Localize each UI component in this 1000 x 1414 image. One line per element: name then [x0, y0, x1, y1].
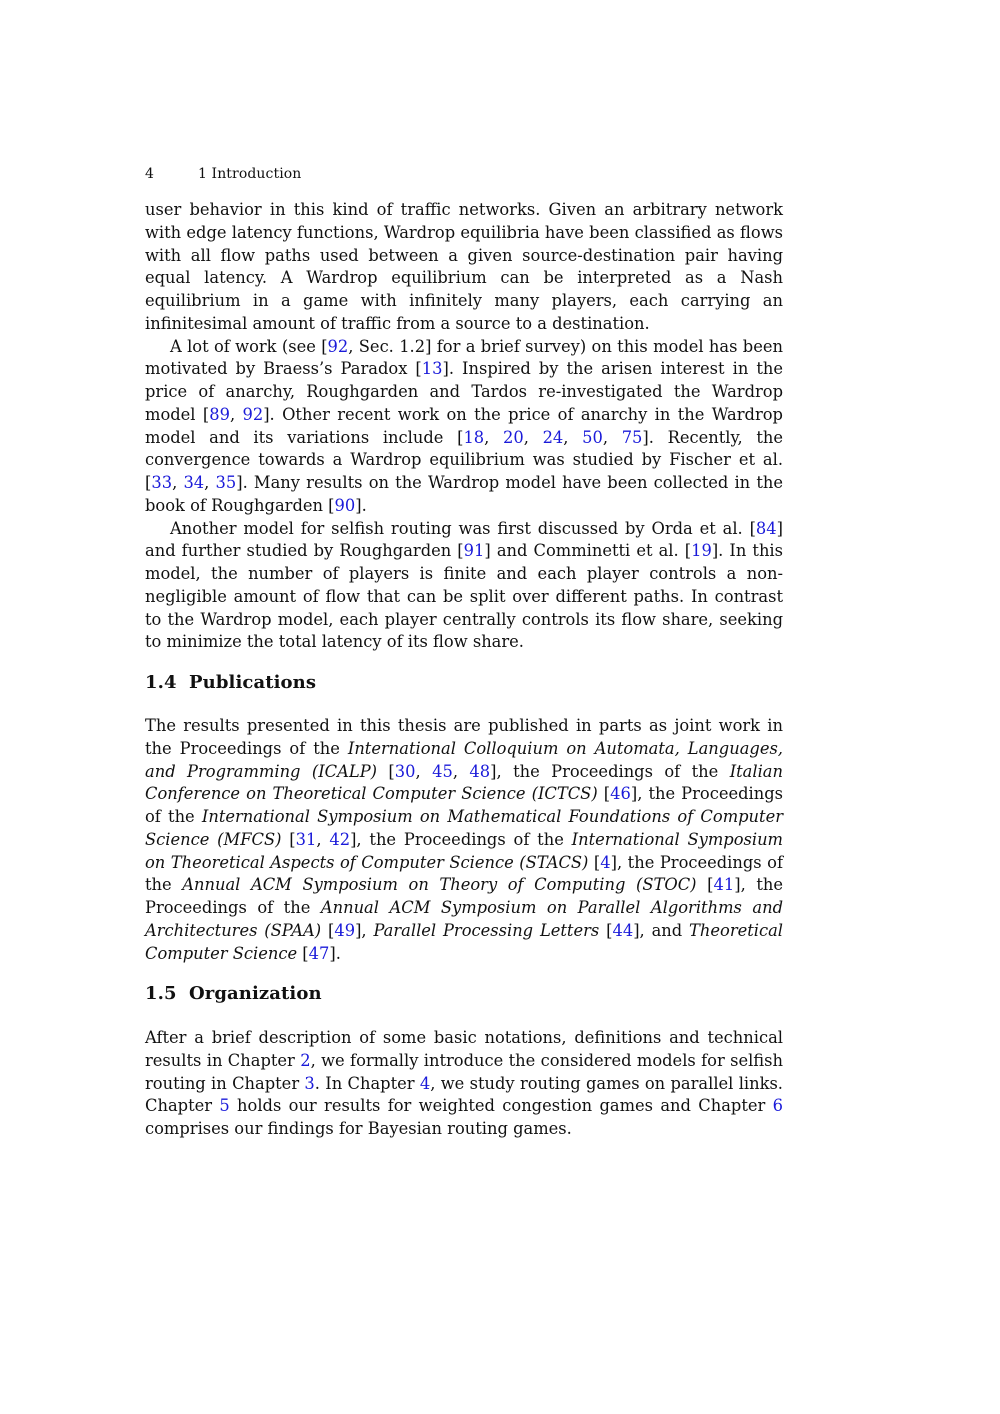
section-heading-organization: 1.5 Organization [145, 983, 322, 1004]
citation-link[interactable]: 92 [327, 336, 349, 356]
citation-link[interactable]: 91 [463, 541, 485, 561]
citation-link[interactable]: 20 [503, 427, 524, 447]
paragraph: After a brief description of some basic notations, definitions and technical results in Chapter 2, we formally introduce the considered models for selfish routing in Chapter 3. In Chapter 4, we study routing games on parallel links. Chapter 5 holds our results for weighted congestion games and Chapter 6 comprises our findings for Bayesian routing games. [145, 1028, 783, 1138]
citation-link[interactable]: 13 [421, 359, 443, 379]
citation-link[interactable]: 45 [432, 761, 453, 781]
citation-link[interactable]: 24 [542, 427, 564, 447]
citation-link[interactable]: 46 [610, 784, 631, 804]
citation-link[interactable]: 4 [600, 852, 611, 872]
citation-link[interactable]: 47 [308, 943, 330, 963]
chapter-link[interactable]: 6 [772, 1096, 783, 1116]
citation-link[interactable]: 92 [242, 404, 264, 424]
chapter-link[interactable]: 3 [304, 1073, 315, 1093]
section-heading-publications: 1.4 Publications [145, 672, 317, 693]
paragraph: The results presented in this thesis are published in parts as joint work in the Proceedings of the International Colloquium on Automata, Languages, and Programming (ICALP) [30, 45, 48], the Proceedings of the Italian Conference on Theoretical Computer Science (ICTCS) [46], the Proceedings of the International Symposium on Mathematical Foundations of Computer Science (MFCS) [31, 42], the Proceedings of the International Symposium on Theoretical Aspects of Computer Science (STACS) [4], the Proceedings of the Annual ACM Symposium on Theory of Computing (STOC) [41], the Proceedings of the Annual ACM Symposium on Parallel Algorithms and Architectures (SPAA) [49], Parallel Processing Letters [44], and Theoretical Computer Science [47]. [145, 716, 784, 963]
paragraph: user behavior in this kind of traffic networks. Given an arbitrary network with edge latency functions, Wardrop equilibria have been classified as flows with all flow paths used between a given source-destination pair having equal latency. A Wardrop equilibrium can be interpreted as a Nash equilibrium in a game with infinitely many players, each carrying an infinitesimal amount of traffic from a source to a destination. [145, 200, 783, 333]
chapter-link[interactable]: 4 [419, 1073, 431, 1093]
chapter-title: 1 Introduction [198, 166, 302, 182]
page-number: 4 [145, 166, 155, 182]
citation-link[interactable]: 50 [582, 427, 603, 447]
citation-link[interactable]: 42 [329, 829, 351, 849]
citation-link[interactable]: 89 [209, 404, 230, 424]
paragraph: A lot of work (see [92, Sec. 1.2] for a brief survey) on this model has been motivated by Braess’s Paradox [13]. Inspired by the arisen interest in the price of anarchy, Roughgarden and Tardos re-investigated the Wardrop model [89, 92]. Other recent work on the price of anarchy in the Wardrop model and its variations include [18, 20, 24, 50, 75]. Recently, the convergence towards a Wardrop equilibrium was studied by Fischer et al. [33, 34, 35]. Many results on the Wardrop model have been collected in the book of Roughgarden [90]. [145, 336, 784, 515]
running-header [145, 166, 783, 182]
citation-link[interactable]: 19 [691, 541, 712, 561]
citation-link[interactable]: 90 [334, 495, 356, 515]
intro-text [145, 199, 783, 654]
citation-link[interactable]: 75 [621, 427, 643, 447]
citation-link[interactable]: 84 [755, 518, 777, 538]
paragraph: Another model for selfish routing was first discussed by Orda et al. [84] and further studied by Roughgarden [91] and Comminetti et al. [19]. In this model, the number of players is finite and each player controls a non-negligible amount of flow that can be split over different paths. In contrast to the Wardrop model, each player centrally controls its flow share, seeking to minimize the total latency of its flow share. [145, 518, 783, 652]
citation-link[interactable]: 35 [215, 473, 237, 492]
citation-link[interactable]: 48 [469, 761, 491, 781]
citation-link[interactable]: 49 [334, 920, 356, 940]
citation-link[interactable]: 18 [463, 427, 485, 447]
publications-text [145, 715, 783, 965]
chapter-link[interactable]: 5 [219, 1096, 230, 1116]
citation-link[interactable]: 30 [394, 761, 416, 781]
citation-link[interactable]: 44 [612, 920, 634, 940]
citation-link[interactable]: 33 [151, 473, 173, 492]
citation-link[interactable]: 31 [295, 829, 317, 849]
chapter-link[interactable]: 2 [300, 1050, 311, 1070]
citation-link[interactable]: 34 [183, 473, 205, 492]
citation-link[interactable]: 41 [713, 875, 735, 895]
organization-text [145, 1027, 783, 1141]
